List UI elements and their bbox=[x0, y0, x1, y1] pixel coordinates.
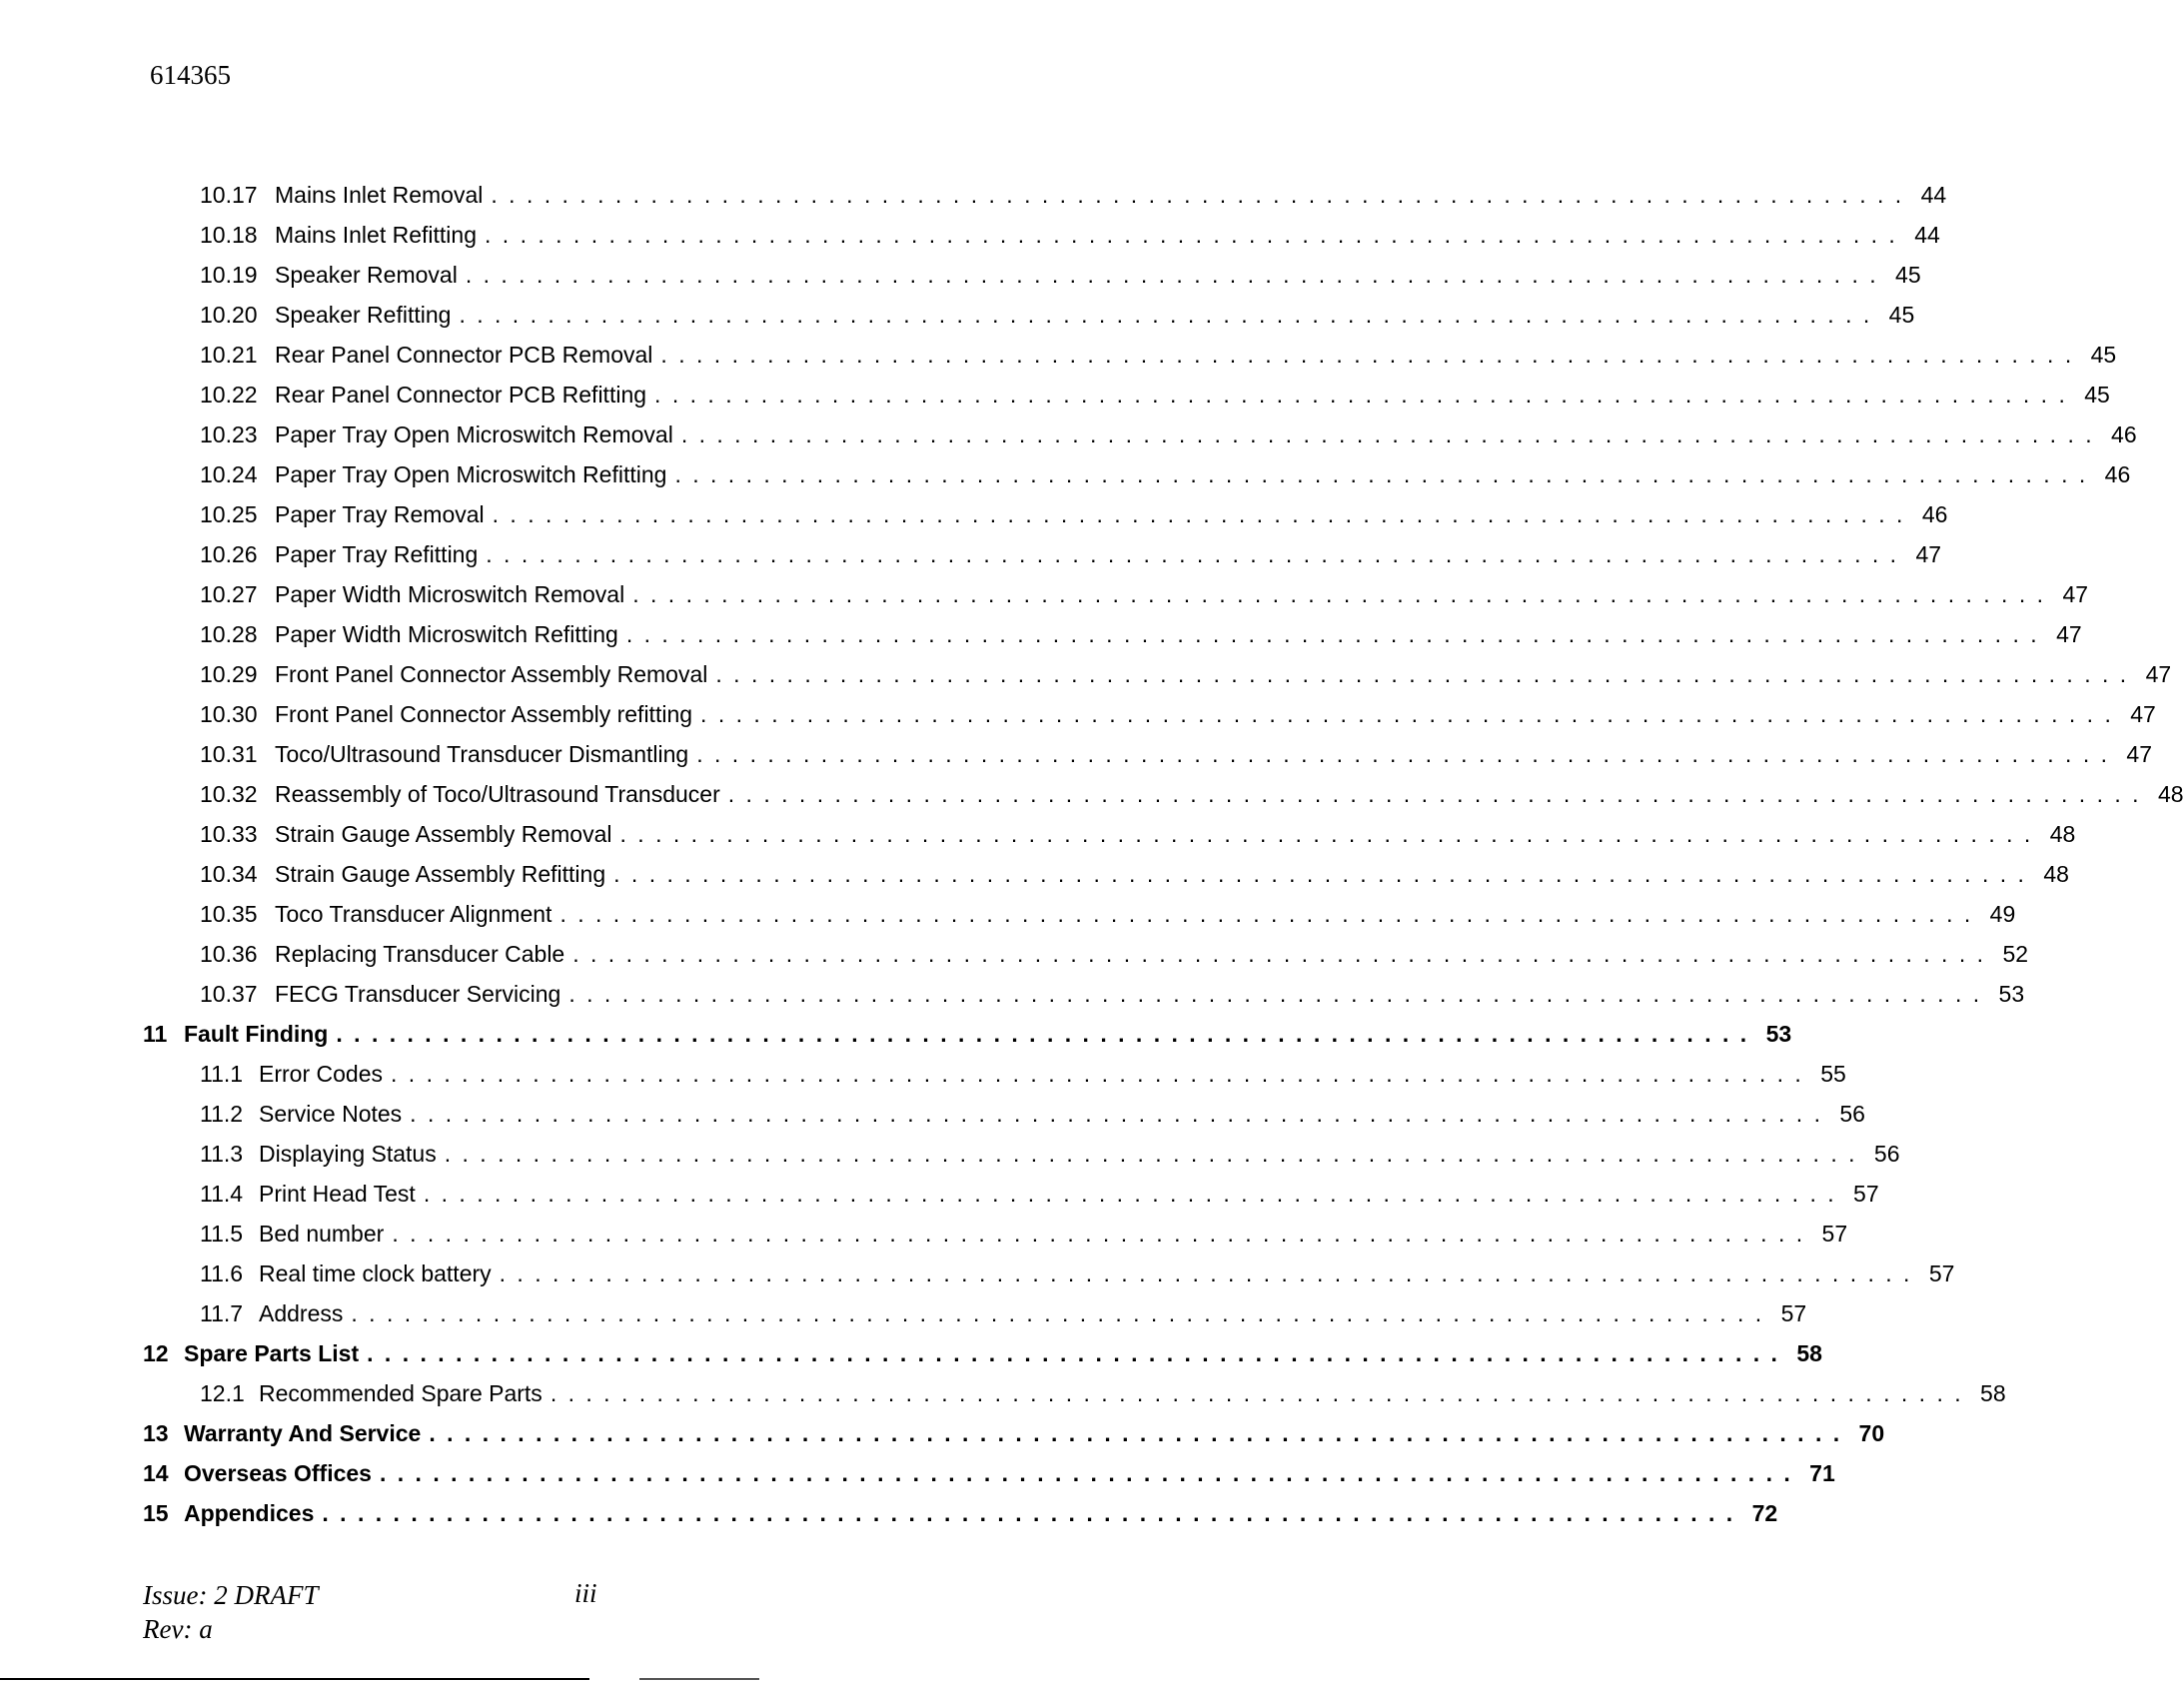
toc-entry-page: 48 bbox=[2049, 820, 2076, 847]
footer-issue: Issue: 2 DRAFT bbox=[143, 1580, 319, 1610]
toc-entry-number: 10.20 bbox=[200, 301, 258, 328]
toc-entry-number: 10.29 bbox=[200, 660, 258, 687]
toc-entry-title: Warranty And Service bbox=[184, 1419, 422, 1446]
toc-entry[interactable] bbox=[0, 1373, 2006, 1413]
toc-entry-page: 56 bbox=[1873, 1140, 1900, 1167]
toc-entry-number: 10.24 bbox=[200, 460, 258, 487]
toc-entry-page: 70 bbox=[1858, 1419, 1885, 1446]
toc-entry-title: Paper Tray Removal bbox=[275, 500, 485, 527]
toc-dot-leader: ................................................................................ bbox=[625, 620, 2049, 647]
toc-dot-leader: ................................................................................ bbox=[559, 900, 1982, 927]
toc-entry-number: 11 bbox=[143, 1020, 168, 1047]
toc-dot-leader: ................................................................................ bbox=[619, 820, 2042, 847]
toc-entry-page: 47 bbox=[2126, 740, 2153, 767]
toc-entry[interactable] bbox=[0, 375, 2110, 415]
toc-entry-page: 44 bbox=[1920, 181, 1947, 208]
toc-entry[interactable] bbox=[0, 215, 1940, 255]
toc-entry-number: 10.22 bbox=[200, 381, 258, 408]
toc-dot-leader: ................................................................................ bbox=[696, 740, 2119, 767]
toc-entry-title: Spare Parts List bbox=[184, 1339, 360, 1366]
toc-entry-page: 57 bbox=[1821, 1220, 1848, 1247]
toc-entry[interactable] bbox=[0, 494, 1948, 534]
toc-entry-number: 10.36 bbox=[200, 940, 258, 967]
toc-entry-page: 53 bbox=[1998, 980, 2025, 1007]
toc-entry-number: 10.31 bbox=[200, 740, 258, 767]
toc-entry[interactable] bbox=[0, 974, 2025, 1014]
toc-entry-page: 58 bbox=[1796, 1339, 1822, 1366]
toc-entry-title: Replacing Transducer Cable bbox=[275, 940, 565, 967]
toc-entry[interactable] bbox=[0, 335, 2117, 375]
toc-dot-leader: ................................................................................ bbox=[680, 421, 2104, 447]
toc-dot-leader: ................................................................................ bbox=[715, 660, 2138, 687]
toc-entry-title: Appendices bbox=[184, 1499, 315, 1526]
toc-entry-page: 49 bbox=[1989, 900, 2016, 927]
toc-entry-number: 11.4 bbox=[200, 1180, 244, 1207]
toc-entry-number: 11.6 bbox=[200, 1260, 244, 1286]
toc-entry-number: 10.28 bbox=[200, 620, 258, 647]
toc-entry-page: 45 bbox=[1888, 301, 1915, 328]
toc-entry-number: 10.17 bbox=[200, 181, 258, 208]
toc-entry-page: 46 bbox=[2104, 460, 2131, 487]
toc-entry[interactable] bbox=[0, 1453, 1835, 1493]
toc-entry-title: Reassembly of Toco/Ultrasound Transducer bbox=[275, 780, 720, 807]
toc-entry-number: 10.23 bbox=[200, 421, 258, 447]
toc-entry-page: 71 bbox=[1809, 1459, 1835, 1486]
toc-entry[interactable] bbox=[0, 1493, 1778, 1533]
toc-entry-number: 10.34 bbox=[200, 860, 258, 887]
toc-dot-leader: ................................................................................ bbox=[322, 1499, 1744, 1526]
toc-entry-number: 10.25 bbox=[200, 500, 258, 527]
toc-dot-leader: ................................................................................ bbox=[392, 1220, 1814, 1247]
toc-dot-leader: ................................................................................ bbox=[492, 500, 1914, 527]
toc-entry-title: Paper Tray Open Microswitch Removal bbox=[275, 421, 673, 447]
toc-dot-leader: ................................................................................ bbox=[491, 181, 1913, 208]
toc-dot-leader: ................................................................................ bbox=[351, 1299, 1773, 1326]
toc-dot-leader: ................................................................................ bbox=[444, 1140, 1866, 1167]
toc-dot-leader: ................................................................................ bbox=[568, 980, 1991, 1007]
toc-entry-title: Service Notes bbox=[259, 1100, 403, 1127]
toc-entry-number: 11.3 bbox=[200, 1140, 244, 1167]
toc-entry-page: 72 bbox=[1751, 1499, 1778, 1526]
toc-dot-leader: ................................................................................ bbox=[423, 1180, 1846, 1207]
toc-entry[interactable] bbox=[0, 1413, 1885, 1453]
toc-entry[interactable] bbox=[0, 415, 2137, 454]
toc-entry-title: Rear Panel Connector PCB Removal bbox=[275, 341, 653, 368]
toc-entry-title: Displaying Status bbox=[259, 1140, 437, 1167]
toc-dot-leader: ................................................................................ bbox=[632, 580, 2055, 607]
toc-entry[interactable] bbox=[0, 1054, 1846, 1094]
footer-issue-block bbox=[143, 1578, 318, 1646]
toc-entry[interactable] bbox=[0, 295, 1915, 335]
toc-entry-number: 12 bbox=[143, 1339, 169, 1366]
toc-entry[interactable] bbox=[0, 175, 1947, 215]
toc-entry[interactable] bbox=[0, 574, 2089, 614]
toc-entry-number: 10.21 bbox=[200, 341, 258, 368]
toc-dot-leader: ................................................................................ bbox=[410, 1100, 1832, 1127]
toc-entry[interactable] bbox=[0, 734, 2153, 774]
toc-entry-page: 45 bbox=[2084, 381, 2110, 408]
toc-entry[interactable] bbox=[0, 654, 2172, 694]
toc-entry[interactable] bbox=[0, 1174, 1879, 1214]
toc-entry-title: Real time clock battery bbox=[259, 1260, 492, 1286]
toc-dot-leader: ................................................................................ bbox=[674, 460, 2097, 487]
toc-entry-title: Fault Finding bbox=[184, 1020, 329, 1047]
toc-entry-title: Paper Width Microswitch Refitting bbox=[275, 620, 618, 647]
toc-entry-page: 47 bbox=[2062, 580, 2089, 607]
toc-entry-number: 10.32 bbox=[200, 780, 258, 807]
toc-entry-page: 47 bbox=[2145, 660, 2172, 687]
toc-dot-leader: ................................................................................ bbox=[549, 1379, 1973, 1406]
toc-entry-number: 13 bbox=[143, 1419, 169, 1446]
toc-entry[interactable] bbox=[0, 614, 2082, 654]
toc-entry-page: 45 bbox=[2090, 341, 2117, 368]
toc-entry-title: Paper Width Microswitch Removal bbox=[275, 580, 625, 607]
toc-entry-title: Speaker Refitting bbox=[275, 301, 452, 328]
toc-entry-page: 47 bbox=[2056, 620, 2082, 647]
toc-entry-title: Strain Gauge Assembly Refitting bbox=[275, 860, 606, 887]
toc-entry[interactable] bbox=[0, 454, 2131, 494]
footer-rev: Rev: a bbox=[143, 1614, 213, 1644]
toc-dot-leader: ................................................................................ bbox=[459, 301, 1881, 328]
toc-entry-number: 10.27 bbox=[200, 580, 258, 607]
toc-entry-title: Rear Panel Connector PCB Refitting bbox=[275, 381, 647, 408]
toc-dot-leader: ................................................................................ bbox=[465, 261, 1888, 288]
toc-dot-leader: ................................................................................ bbox=[499, 1260, 1921, 1286]
toc-entry-page: 47 bbox=[2130, 700, 2156, 727]
bottom-rule bbox=[0, 1678, 589, 1680]
toc-entry[interactable] bbox=[0, 1293, 1807, 1333]
toc-entry-title: Overseas Offices bbox=[184, 1459, 372, 1486]
toc-entry-title: Mains Inlet Refitting bbox=[275, 221, 477, 248]
toc-dot-leader: ................................................................................ bbox=[654, 381, 2077, 408]
toc-entry-number: 10.30 bbox=[200, 700, 258, 727]
toc-entry[interactable] bbox=[0, 1254, 1955, 1293]
toc-entry-title: Front Panel Connector Assembly Removal bbox=[275, 660, 708, 687]
toc-entry-title: Bed number bbox=[259, 1220, 385, 1247]
toc-entry-page: 48 bbox=[2157, 780, 2184, 807]
toc-entry[interactable] bbox=[0, 1014, 1792, 1054]
toc-entry-title: Recommended Spare Parts bbox=[259, 1379, 543, 1406]
toc-entry-number: 11.7 bbox=[200, 1299, 244, 1326]
toc-entry-page: 45 bbox=[1895, 261, 1921, 288]
toc-entry-page: 57 bbox=[1780, 1299, 1807, 1326]
toc-entry-title: Paper Tray Open Microswitch Refitting bbox=[275, 460, 667, 487]
toc-dot-leader: ................................................................................ bbox=[572, 940, 1995, 967]
toc-entry-title: FECG Transducer Servicing bbox=[275, 980, 561, 1007]
toc-entry-page: 46 bbox=[2111, 421, 2137, 447]
toc-entry[interactable] bbox=[0, 1333, 1822, 1373]
toc-entry-page: 47 bbox=[1915, 540, 1942, 567]
toc-entry-page: 55 bbox=[1820, 1060, 1846, 1087]
toc-entry-title: Front Panel Connector Assembly refitting bbox=[275, 700, 693, 727]
toc-entry-number: 10.18 bbox=[200, 221, 258, 248]
toc-entry[interactable] bbox=[0, 894, 2016, 934]
toc-entry-page: 44 bbox=[1914, 221, 1940, 248]
toc-dot-leader: ................................................................................ bbox=[700, 700, 2123, 727]
bottom-rule-right bbox=[639, 1678, 759, 1680]
toc-dot-leader: ................................................................................ bbox=[336, 1020, 1758, 1047]
toc-entry[interactable] bbox=[0, 1134, 1900, 1174]
toc-entry-number: 11.5 bbox=[200, 1220, 244, 1247]
toc-entry-title: Speaker Removal bbox=[275, 261, 458, 288]
toc-entry-page: 53 bbox=[1765, 1020, 1792, 1047]
toc-entry-number: 10.33 bbox=[200, 820, 258, 847]
toc-entry-number: 10.26 bbox=[200, 540, 258, 567]
toc-entry[interactable] bbox=[0, 854, 2069, 894]
toc-entry-page: 46 bbox=[1921, 500, 1948, 527]
toc-dot-leader: ................................................................................ bbox=[727, 780, 2150, 807]
toc-entry-title: Error Codes bbox=[259, 1060, 383, 1087]
toc-entry-number: 15 bbox=[143, 1499, 169, 1526]
toc-entry-title: Toco Transducer Alignment bbox=[275, 900, 552, 927]
toc-entry[interactable] bbox=[0, 534, 1942, 574]
toc-entry-page: 56 bbox=[1839, 1100, 1865, 1127]
footer-page-number: iii bbox=[574, 1578, 597, 1608]
toc-entry-page: 57 bbox=[1928, 1260, 1955, 1286]
toc-entry-title: Print Head Test bbox=[259, 1180, 416, 1207]
toc-entry[interactable] bbox=[0, 255, 1921, 295]
toc-entry[interactable] bbox=[0, 694, 2156, 734]
toc-dot-leader: ................................................................................ bbox=[379, 1459, 1802, 1486]
toc-entry-page: 58 bbox=[1980, 1379, 2006, 1406]
toc-entry[interactable] bbox=[0, 814, 2076, 854]
toc-entry-number: 10.19 bbox=[200, 261, 258, 288]
toc-dot-leader: ................................................................................ bbox=[484, 221, 1907, 248]
toc-dot-leader: ................................................................................ bbox=[660, 341, 2083, 368]
toc-entry-page: 57 bbox=[1853, 1180, 1879, 1207]
toc-entry-number: 11.1 bbox=[200, 1060, 244, 1087]
toc-entry-title: Paper Tray Refitting bbox=[275, 540, 479, 567]
toc-entry[interactable] bbox=[0, 934, 2029, 974]
toc-entry-title: Toco/Ultrasound Transducer Dismantling bbox=[275, 740, 689, 767]
toc-dot-leader: ................................................................................ bbox=[367, 1339, 1789, 1366]
document-number: 614365 bbox=[150, 60, 231, 90]
toc-entry-number: 14 bbox=[143, 1459, 169, 1486]
toc-entry-number: 11.2 bbox=[200, 1100, 244, 1127]
toc-entry-title: Address bbox=[259, 1299, 344, 1326]
toc-entry-number: 10.37 bbox=[200, 980, 258, 1007]
toc-entry-number: 12.1 bbox=[200, 1379, 245, 1406]
toc-dot-leader: ................................................................................ bbox=[390, 1060, 1813, 1087]
toc-entry-title: Mains Inlet Removal bbox=[275, 181, 484, 208]
toc-dot-leader: ................................................................................ bbox=[613, 860, 2036, 887]
toc-entry-page: 52 bbox=[2002, 940, 2029, 967]
toc-entry-page: 48 bbox=[2043, 860, 2069, 887]
toc-entry[interactable] bbox=[0, 1214, 1848, 1254]
toc-entry[interactable] bbox=[0, 774, 2184, 814]
toc-entry-title: Strain Gauge Assembly Removal bbox=[275, 820, 612, 847]
toc-dot-leader: ................................................................................ bbox=[486, 540, 1908, 567]
toc-entry[interactable] bbox=[0, 1094, 1865, 1134]
toc-entry-number: 10.35 bbox=[200, 900, 258, 927]
toc-dot-leader: ................................................................................ bbox=[429, 1419, 1851, 1446]
